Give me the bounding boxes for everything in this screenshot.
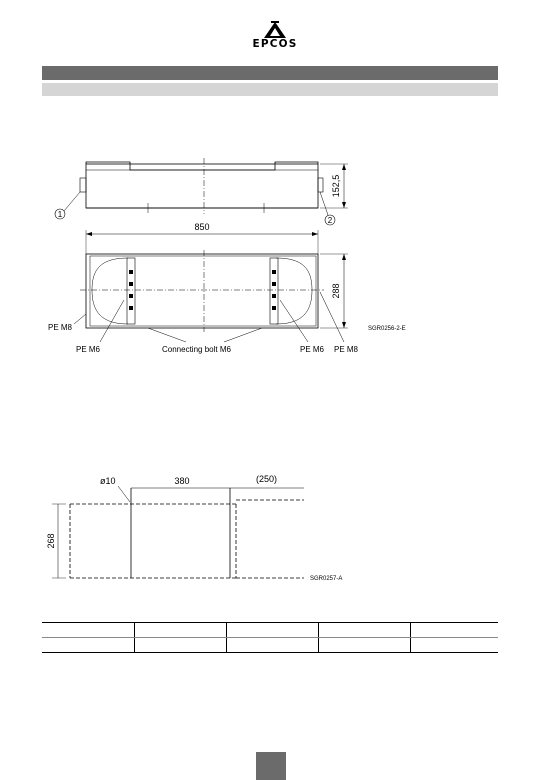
- dim-width-label: 288: [331, 283, 341, 299]
- label-pe-m8-left: PE M8: [48, 323, 73, 332]
- dim-clearance-label: (250): [256, 474, 278, 484]
- callout-2: 2: [327, 216, 333, 225]
- table-cell: [227, 623, 319, 638]
- callout-1: 1: [57, 210, 63, 219]
- drawing-code: SGR0256-2-E: [368, 326, 406, 332]
- label-connecting-bolt: Connecting bolt M6: [162, 345, 231, 354]
- dim-hole-label: ø10: [100, 476, 116, 486]
- label-pe-m6-right: PE M6: [300, 345, 325, 354]
- table-row: [42, 623, 498, 638]
- table-cell: [411, 623, 499, 638]
- table-cell: [227, 638, 319, 653]
- dimension-drawing: [0, 150, 550, 365]
- table-cell: [135, 623, 227, 638]
- drawing-code: SGR0257-A: [310, 576, 343, 582]
- label-pe-m6-left: PE M6: [76, 345, 101, 354]
- table-cell: [42, 638, 135, 653]
- label-pe-m8-right: PE M8: [334, 345, 359, 354]
- table-cell: [411, 638, 499, 653]
- epcos-logo-mark: [258, 21, 292, 39]
- brand-name: EPCOS: [252, 38, 298, 50]
- table-cell: [319, 623, 411, 638]
- dim-height-label: 152,5: [331, 174, 341, 198]
- mounting-drawing: [0, 470, 550, 590]
- table-cell: [319, 638, 411, 653]
- dim-spacing-label: 380: [174, 476, 190, 486]
- table-row: [42, 638, 498, 653]
- subsection-header-bar: [42, 83, 498, 96]
- table-cell: [135, 638, 227, 653]
- section-header-bar: [42, 66, 498, 80]
- table-cell: [42, 623, 135, 638]
- dim-length-label: 850: [194, 222, 210, 232]
- specs-table: [42, 622, 498, 653]
- page-number-box: [256, 752, 286, 780]
- dim-height-label: 268: [46, 533, 56, 549]
